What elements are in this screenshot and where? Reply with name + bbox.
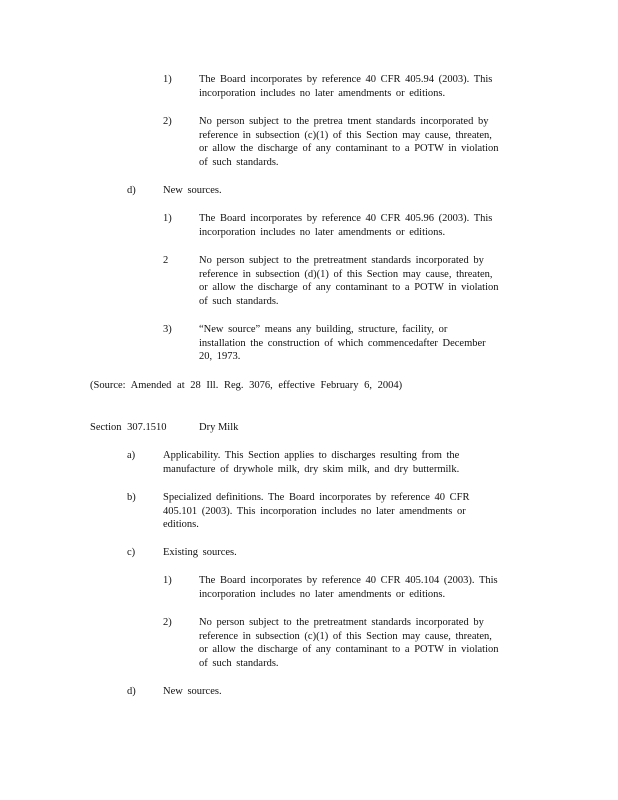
item-text: No person subject to the pretreatment standards incorporated by reference in subsection (d)(1) of this Section may cause, threaten, or allow the discharge of any contaminant to a POTW in violation of such standards. [199, 255, 499, 307]
item-text: “New source” means any building, structure, facility, or installation the construction of which commencedafter December 20, 1973. [199, 324, 486, 363]
item-text: No person subject to the pretrea tment standards incorporated by reference in subsection (c)(1) of this Section may cause, threaten, or allow the discharge of any contaminant to a POTW in violation of such standards. [199, 116, 499, 168]
item-label: 2) [163, 617, 172, 628]
subsection-text: Applicability. This Section applies to discharges resulting from the manufacture of drywhole milk, dry skim milk, and dry buttermilk. [163, 450, 460, 475]
subsection-label: d) [127, 185, 136, 196]
item-label: 2) [163, 116, 172, 127]
item-text: The Board incorporates by reference 40 CFR 405.104 (2003). This incorporation includes no later amendments or editions. [199, 575, 498, 600]
subsection-text: New sources. [163, 686, 222, 697]
subsection-text: Specialized definitions. The Board incorporates by reference 40 CFR 405.101 (2003). This incorporation includes no later amendments or editions. [163, 492, 470, 531]
subsection-label: d) [127, 686, 136, 697]
item-label: 1) [163, 213, 172, 224]
subsection-text: Existing sources. [163, 547, 237, 558]
item-label: 3) [163, 324, 172, 335]
item-text: The Board incorporates by reference 40 CFR 405.94 (2003). This incorporation includes no later amendments or editions. [199, 74, 493, 99]
item-label: 1) [163, 575, 172, 586]
item-text: No person subject to the pretreatment standards incorporated by reference in subsection (c)(1) of this Section may cause, threaten, or allow the discharge of any contaminant to a POTW in violation of such standards. [199, 617, 499, 669]
source-note: (Source: Amended at 28 Ill. Reg. 3076, effective February 6, 2004) [90, 380, 403, 391]
item-label: 1) [163, 74, 172, 85]
subsection-label: c) [127, 547, 136, 558]
item-text: The Board incorporates by reference 40 CFR 405.96 (2003). This incorporation includes no later amendments or editions. [199, 213, 493, 238]
subsection-label: b) [127, 492, 136, 503]
subsection-label: a) [127, 450, 136, 461]
section-title: Dry Milk [199, 422, 239, 433]
section-number: Section 307.1510 [90, 422, 167, 433]
item-label: 2 [163, 255, 169, 266]
subsection-text: New sources. [163, 185, 222, 196]
